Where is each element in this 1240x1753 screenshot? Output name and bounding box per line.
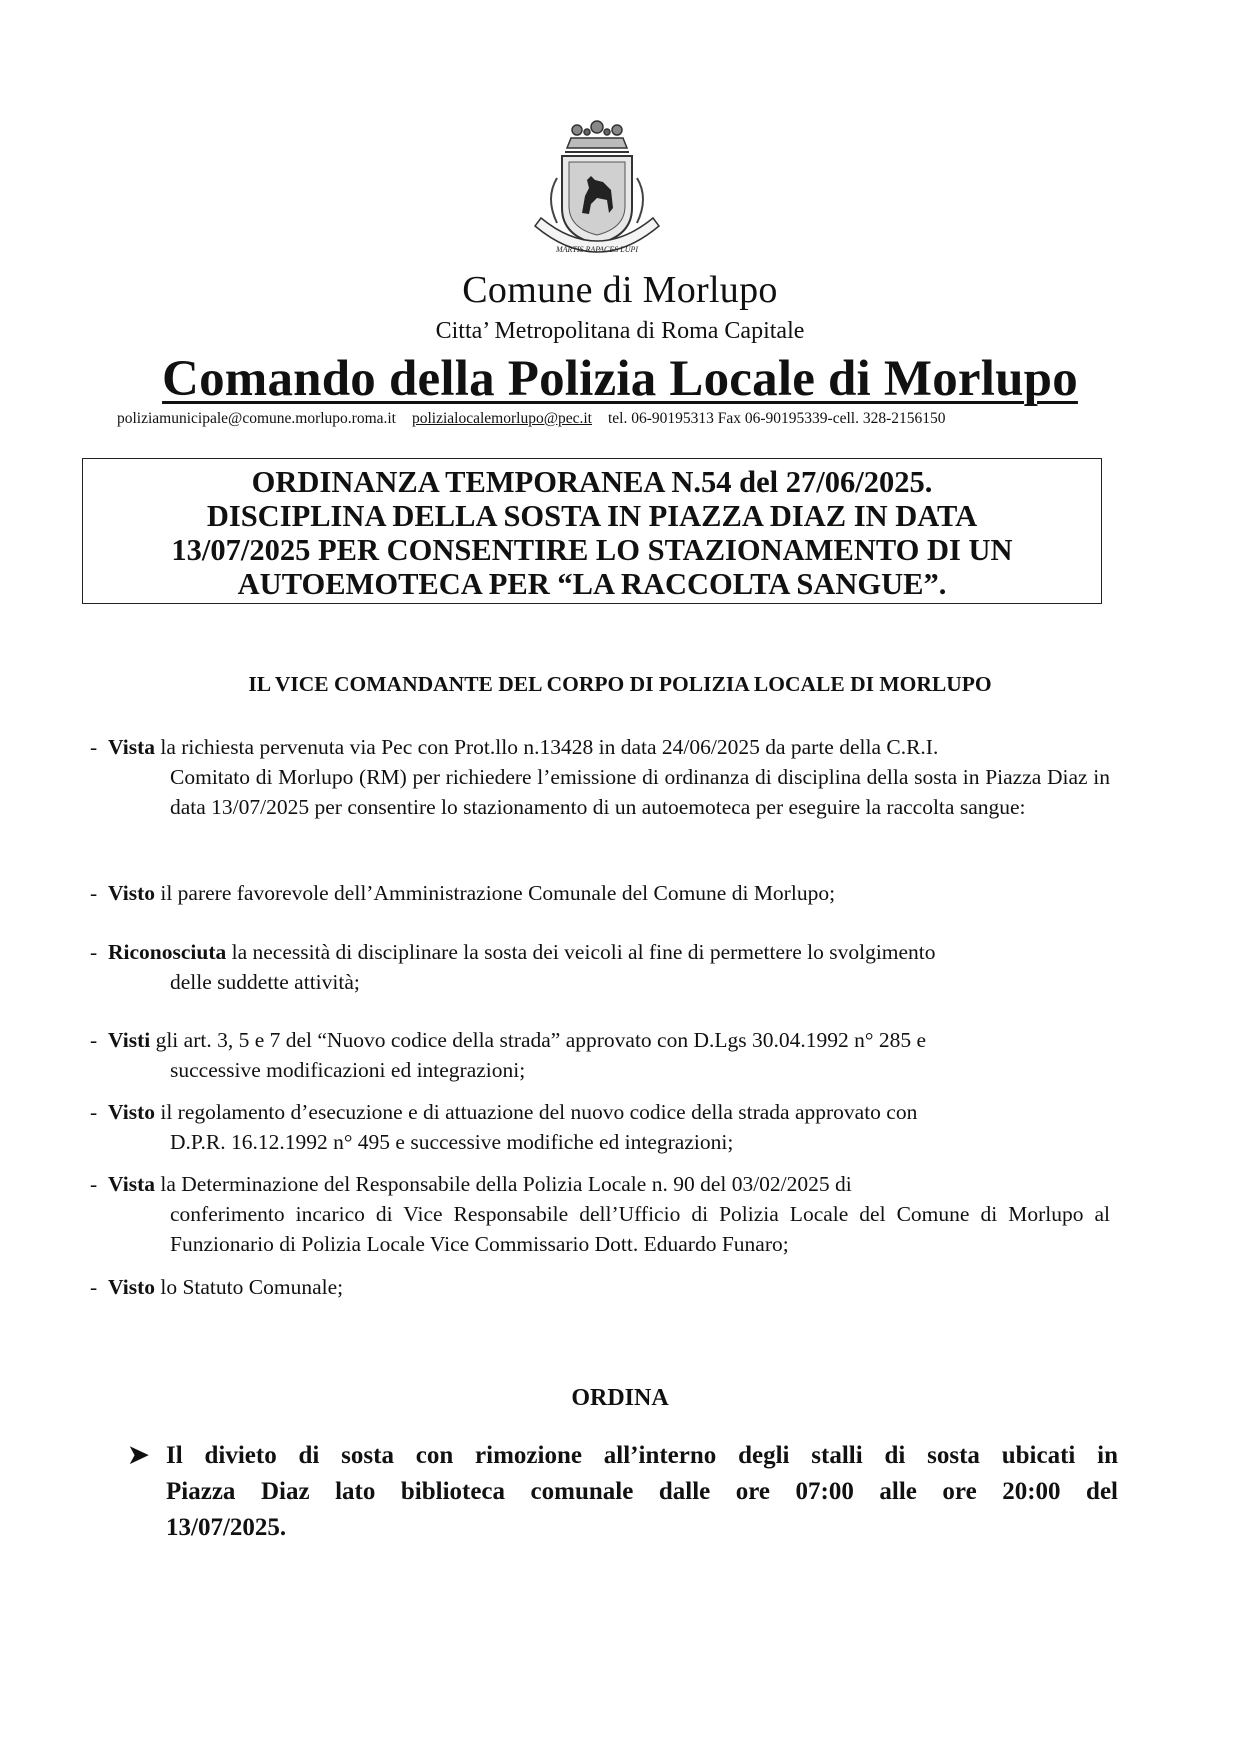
order-line-2: Piazza Diaz lato biblioteca comunale dalle ore 07:00 alle ore 20:00 del: [166, 1478, 1118, 1505]
consideration-item: - Visto il parere favorevole dell’Amministrazione Comunale del Comune di Morlupo;: [90, 881, 836, 905]
consideration-keyword: Visto: [108, 1100, 155, 1124]
ordina-heading: ORDINA: [571, 1385, 669, 1411]
consideration-keyword: Riconosciuta: [108, 940, 227, 964]
phone-numbers: tel. 06-90195313 Fax 06-90195339-cell. 328-2156150: [607, 410, 946, 427]
consideration-keyword: Visto: [108, 881, 155, 905]
order-item: [128, 1438, 1118, 1546]
ordinance-subject-line-3: AUTOEMOTECA PER “LA RACCOLTA SANGUE”.: [237, 567, 947, 601]
police-command-title: Comando della Polizia Locale di Morlupo: [162, 351, 1078, 407]
consideration-keyword: Vista: [108, 1172, 155, 1196]
pec-address: polizialocalemorlupo@pec.it: [412, 410, 592, 427]
order-line-3: 13/07/2025.: [166, 1514, 287, 1541]
ordinance-subject-line-1: DISCIPLINA DELLA SOSTA IN PIAZZA DIAZ IN DATA: [206, 499, 978, 533]
issuing-authority: IL VICE COMANDANTE DEL CORPO DI POLIZIA LOCALE DI MORLUPO: [248, 672, 992, 696]
order-line-1: Il divieto di sosta con rimozione all’interno degli stalli di sosta ubicati in: [166, 1442, 1118, 1469]
arrow-bullet-icon: ➤: [128, 1442, 149, 1469]
consideration-keyword: Vista: [108, 735, 155, 759]
consideration-keyword: Visti: [108, 1028, 151, 1052]
email-address: poliziamunicipale@comune.morlupo.roma.it: [117, 410, 396, 427]
consideration-continuation: D.P.R. 16.12.1992 n° 495 e successive modifiche ed integrazioni;: [170, 1130, 734, 1154]
consideration-text: la richiesta pervenuta via Pec con Prot.llo n.13428 in data 24/06/2025 da parte della C.R.I.: [160, 735, 939, 759]
consideration-item: - Visto il regolamento d’esecuzione e di attuazione del nuovo codice della strada approvato con D.P.R. 16.12.1992 n° 495 e successive modifiche ed integrazioni;: [90, 1097, 1110, 1157]
consideration-item: - Visto lo Statuto Comunale;: [90, 1275, 344, 1299]
consideration-text: la Determinazione del Responsabile della Polizia Locale n. 90 del 03/02/2025 di: [160, 1172, 852, 1196]
municipal-crest-icon: [527, 118, 667, 268]
consideration-item: - Vista la Determinazione del Responsabile della Polizia Locale n. 90 del 03/02/2025 di conferimento incarico di Vice Responsabile dell’Ufficio di Polizia Locale del Comune di Morlupo al Funzionario di Polizia Locale Vice Commissario Dott. Eduardo Funaro;: [90, 1169, 1110, 1259]
ordinance-title-box: [82, 458, 1102, 604]
consideration-item: - Riconosciuta la necessità di disciplinare la sosta dei veicoli al fine di permettere lo svolgimento delle suddette attività;: [90, 937, 1110, 997]
metropolitan-city: Citta’ Metropolitana di Roma Capitale: [435, 318, 805, 344]
ordinance-number: ORDINANZA TEMPORANEA N.54 del 27/06/2025.: [251, 465, 933, 499]
consideration-continuation: conferimento incarico di Vice Responsabile dell’Ufficio di Polizia Locale del Comune di Morlupo al Funzionario di Polizia Locale Vice Commissario Dott. Eduardo Funaro;: [170, 1202, 1110, 1256]
consideration-text: la necessità di disciplinare la sosta dei veicoli al fine di permettere lo svolgimento: [231, 940, 936, 964]
contact-line: [117, 410, 1117, 428]
consideration-text: il regolamento d’esecuzione e di attuazione del nuovo codice della strada approvato con: [160, 1100, 918, 1124]
consideration-continuation: Comitato di Morlupo (RM) per richiedere l’emissione di ordinanza di disciplina della sosta in Piazza Diaz in data 13/07/2025 per consentire lo stazionamento di un autoemoteca per eseguire la raccolta sangue:: [170, 765, 1110, 819]
consideration-continuation: delle suddette attività;: [170, 970, 360, 994]
consideration-text: il parere favorevole dell’Amministrazione Comunale del Comune di Morlupo;: [160, 881, 836, 905]
consideration-continuation: successive modificazioni ed integrazioni;: [170, 1058, 526, 1082]
consideration-text: lo Statuto Comunale;: [160, 1275, 344, 1299]
consideration-item: - Visti gli art. 3, 5 e 7 del “Nuovo codice della strada” approvato con D.Lgs 30.04.1992 n° 285 e successive modificazioni ed integrazioni;: [90, 1025, 1110, 1085]
crest-motto: MARTIS RAPACES LUPI: [555, 245, 639, 254]
consideration-text: gli art. 3, 5 e 7 del “Nuovo codice della strada” approvato con D.Lgs 30.04.1992 n° 285 e: [155, 1028, 927, 1052]
ordinance-subject-line-2: 13/07/2025 PER CONSENTIRE LO STAZIONAMENTO DI UN: [171, 533, 1013, 567]
consideration-keyword: Visto: [108, 1275, 155, 1299]
municipality-name: Comune di Morlupo: [462, 269, 778, 311]
consideration-item: - Vista la richiesta pervenuta via Pec con Prot.llo n.13428 in data 24/06/2025 da parte della C.R.I. Comitato di Morlupo (RM) per richiedere l’emissione di ordinanza di disciplina della sosta in Piazza Diaz in data 13/07/2025 per consentire lo stazionamento di un autoemoteca per eseguire la raccolta sangue:: [90, 732, 1110, 822]
